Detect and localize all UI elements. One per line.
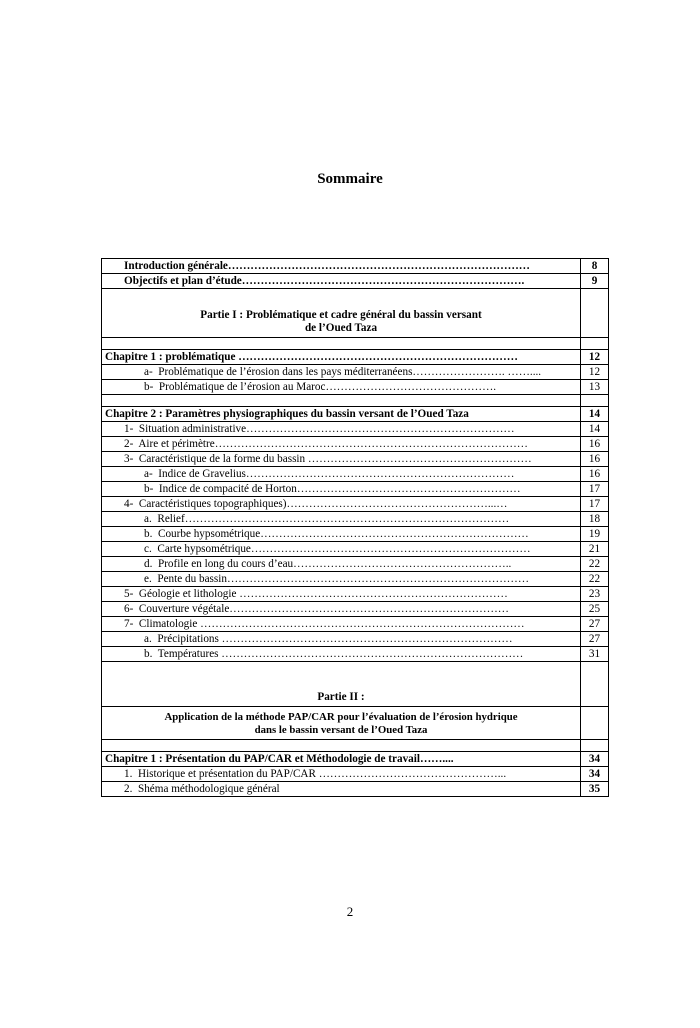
toc-label: Problématique de l’érosion dans les pays méditerranéens……………………. …….... [158,365,542,378]
toc-label: Shéma méthodologique général [137,782,280,795]
toc-page: 21 [581,542,609,557]
toc-page: 22 [581,557,609,572]
toc-page: 23 [581,587,609,602]
toc-page: 12 [581,365,609,380]
toc-page: 17 [581,482,609,497]
toc-row: b- Indice de compacité de Horton…………………………………………………… 17 [102,482,609,497]
toc-row: 3- Caractéristique de la forme du bassin …………………………………………………… 16 [102,452,609,467]
toc-row-chapter [102,752,609,767]
toc-page: 27 [581,632,609,647]
toc-label: Caractéristiques topographiques)………………………………………………...… [138,497,508,510]
toc-row: a. Relief…………………………………………………………………………… 18 [102,512,609,527]
toc-row: 7- Climatologie …………………………………………………………………………… 27 [102,617,609,632]
toc-label: Relief…………………………………………………………………………… [157,512,510,525]
toc-row: 2. Shéma méthodologique général 35 [102,782,609,797]
toc-page: 27 [581,617,609,632]
table-of-contents [101,258,609,797]
toc-page: 12 [581,350,609,365]
toc-label: Couverture végétale………………………………………………………………… [138,602,509,615]
toc-label: Indice de compacité de Horton…………………………………………………… [158,482,521,495]
part-heading [102,662,581,707]
toc-row: 2- Aire et périmètre………………………………………………………………………… 16 [102,437,609,452]
part-heading [102,707,581,740]
toc-row-chapter [102,350,609,365]
toc-label: Aire et périmètre………………………………………………………………………… [138,437,528,450]
toc-row-intro [102,259,609,274]
toc-label: Précipitations …………………………………………………………………… [157,632,513,645]
toc-row: 4- Caractéristiques topographiques)………………………………………………...… 17 [102,497,609,512]
toc-page: 34 [581,767,609,782]
toc-label: Problématique de l’érosion au Maroc………………………………………. [158,380,497,393]
toc-label: Situation administrative……………………………………………………………… [138,422,515,435]
toc-label: Objectifs et plan d’étude…………………………………………………………………. [102,274,581,289]
toc-row: 5- Géologie et lithologie ……………………………………………………………… 23 [102,587,609,602]
toc-row: b. Courbe hypsométrique……………………………………………………………… 19 [102,527,609,542]
part-heading-line: Application de la méthode PAP/CAR pour l’évaluation de l’érosion hydrique [164,711,518,723]
toc-row: 1- Situation administrative……………………………………………………………… 14 [102,422,609,437]
toc-row: d. Profile en long du cours d’eau………………………………………………….. 22 [102,557,609,572]
toc-label: Introduction générale……………………………………………………………………… [102,259,581,274]
part-heading [102,289,581,338]
toc-page: 35 [581,782,609,797]
toc-label: Chapitre 1 : Présentation du PAP/CAR et Méthodologie de travail…….... [102,752,581,767]
toc-label: Températures ……………………………………………………………………… [157,647,524,660]
toc-label: Chapitre 2 : Paramètres physiographiques du bassin versant de l’Oued Taza [102,407,581,422]
toc-row: a- Problématique de l’érosion dans les pays méditerranéens……………………. …….... 12 [102,365,609,380]
toc-row: a- Indice de Gravelius……………………………………………………………… 16 [102,467,609,482]
toc-part-2 [102,662,609,707]
part-heading-line: Partie II : [317,691,365,703]
page-number: 2 [346,904,354,919]
toc-page: 25 [581,602,609,617]
toc-page: 34 [581,752,609,767]
toc-page: 17 [581,497,609,512]
page-title: Sommaire [317,171,383,187]
toc-page: 16 [581,437,609,452]
toc-row: b. Températures ……………………………………………………………………… 31 [102,647,609,662]
toc-page: 18 [581,512,609,527]
toc-page: 8 [581,259,609,274]
toc-label: Pente du bassin……………………………………………………………………… [157,572,530,585]
part-heading-line: Partie I : Problématique et cadre général du bassin versant [200,309,482,321]
toc-page: 14 [581,422,609,437]
toc-row: b- Problématique de l’érosion au Maroc………………………………………. 13 [102,380,609,395]
toc-row-chapter [102,407,609,422]
toc-label: Caractéristique de la forme du bassin …………………………………………………… [138,452,532,465]
toc-part-2-subtitle [102,707,609,740]
toc-label: Climatologie …………………………………………………………………………… [138,617,525,630]
toc-page: 16 [581,467,609,482]
toc-label: Géologie et lithologie ……………………………………………………………… [138,587,508,600]
toc-label: Profile en long du cours d’eau………………………………………………….. [157,557,512,570]
toc-row: 1. Historique et présentation du PAP/CAR …………………………………………... 34 [102,767,609,782]
toc-part-1 [102,289,609,338]
part-heading-line: de l’Oued Taza [304,322,378,334]
toc-page: 19 [581,527,609,542]
toc-page: 22 [581,572,609,587]
toc-label: Chapitre 1 : problématique ………………………………………………………………… [102,350,581,365]
toc-label: Courbe hypsométrique……………………………………………………………… [157,527,529,540]
toc-page: 16 [581,452,609,467]
toc-page: 31 [581,647,609,662]
part-heading-line: dans le bassin versant de l’Oued Taza [254,724,428,736]
toc-page: 9 [581,274,609,289]
toc-page: 14 [581,407,609,422]
toc-row: c. Carte hypsométrique………………………………………………………………… 21 [102,542,609,557]
toc-row: e. Pente du bassin……………………………………………………………………… 22 [102,572,609,587]
toc-row-objectifs [102,274,609,289]
toc-label: Indice de Gravelius……………………………………………………………… [158,467,515,480]
toc-page: 13 [581,380,609,395]
toc-row: 6- Couverture végétale………………………………………………………………… 25 [102,602,609,617]
toc-row: a. Précipitations …………………………………………………………………… 27 [102,632,609,647]
toc-label: Historique et présentation du PAP/CAR …………………………………………... [137,767,507,780]
toc-label: Carte hypsométrique………………………………………………………………… [157,542,531,555]
